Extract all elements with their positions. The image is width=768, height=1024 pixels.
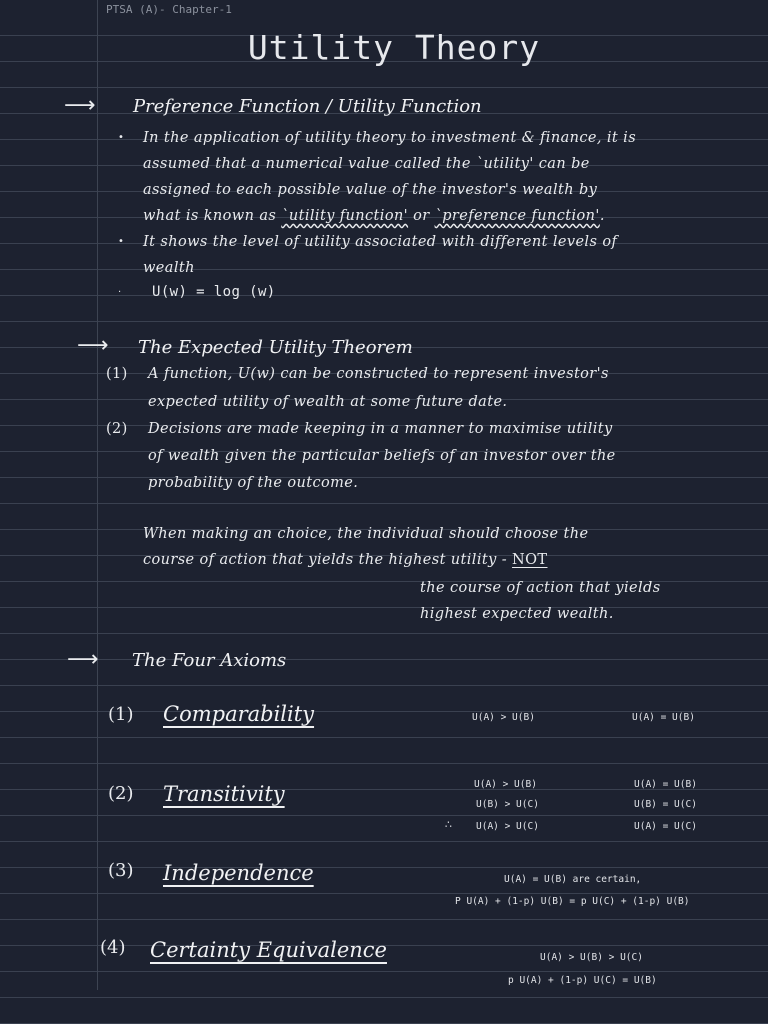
axiom-certainty-equivalence: Certainty Equivalence (150, 938, 387, 962)
text-line: Decisions are made keeping in a manner to maximise utility (148, 421, 613, 437)
formula: U(A) > U(B) > U(C) (540, 952, 643, 963)
section-heading-preference: Preference Function / Utility Function (133, 96, 482, 117)
text-line: A function, U(w) can be constructed to represent investor's (148, 366, 609, 382)
text-line: assigned to each possible value of the investor's wealth by (143, 182, 598, 198)
text-line: expected utility of wealth at some future date. (148, 394, 508, 410)
axiom-independence: Independence (163, 861, 314, 885)
text-line: assumed that a numerical value called the `utility' can be (143, 156, 590, 172)
text-fragment: course of action that yields the highest utility - (143, 552, 513, 568)
breadcrumb: PTSA (A)- Chapter-1 (106, 3, 232, 16)
formula: U(B) = U(C) (634, 799, 697, 810)
text-line: the course of action that yields (420, 580, 661, 596)
formula: P U(A) + (1-p) U(B) = p U(C) + (1-p) U(B) (455, 896, 690, 907)
formula: U(A) = U(B) (634, 779, 697, 790)
formula: U(A) = U(B) are certain, (504, 874, 642, 885)
formula: U(A) = U(C) (634, 821, 697, 832)
formula: U(A) = U(B) (632, 712, 695, 723)
text-line (143, 552, 547, 568)
text-fragment: or (408, 208, 435, 224)
formula: U(B) > U(C) (476, 799, 539, 810)
axiom-number: (2) (108, 783, 134, 804)
axiom-number: (4) (100, 937, 126, 958)
utility-formula: U(w) = log (w) (152, 284, 276, 300)
axiom-number: (1) (108, 704, 134, 725)
section-heading-expected-utility: The Expected Utility Theorem (138, 337, 413, 358)
text-line: In the application of utility theory to investment & finance, it is (143, 130, 637, 146)
arrow-icon: ⟶ (64, 93, 96, 118)
bullet-icon: • (118, 132, 124, 143)
bullet-icon: • (118, 236, 124, 247)
text-line (143, 208, 605, 224)
therefore-icon: ∴ (445, 818, 452, 831)
item-number: (1) (106, 366, 128, 382)
term-preference-function: `preference function' (434, 208, 600, 224)
arrow-icon: ⟶ (77, 333, 109, 358)
text-line: of wealth given the particular beliefs of an investor over the (148, 448, 616, 464)
text-line: wealth (143, 260, 195, 276)
formula: p U(A) + (1-p) U(C) = U(B) (508, 975, 657, 986)
emphasis-not: NOT (512, 552, 548, 568)
item-number: (2) (106, 421, 128, 437)
text-line: highest expected wealth. (420, 606, 614, 622)
axiom-number: (3) (108, 860, 134, 881)
term-utility-function: `utility function' (281, 208, 409, 224)
formula: U(A) > U(B) (472, 712, 535, 723)
section-heading-axioms: The Four Axioms (132, 650, 287, 671)
bullet-icon: · (118, 287, 122, 298)
formula: U(A) > U(B) (474, 779, 537, 790)
text-line: It shows the level of utility associated with different levels of (143, 234, 618, 250)
margin-line (97, 0, 98, 990)
formula: U(A) > U(C) (476, 821, 539, 832)
axiom-comparability: Comparability (163, 702, 315, 726)
text-line: probability of the outcome. (148, 475, 359, 491)
text-fragment: what is known as (143, 208, 282, 224)
text-line: When making an choice, the individual should choose the (143, 526, 589, 542)
arrow-icon: ⟶ (67, 647, 99, 672)
text-fragment: . (599, 208, 605, 224)
axiom-transitivity: Transitivity (163, 782, 285, 806)
page-title: Utility Theory (247, 28, 541, 67)
